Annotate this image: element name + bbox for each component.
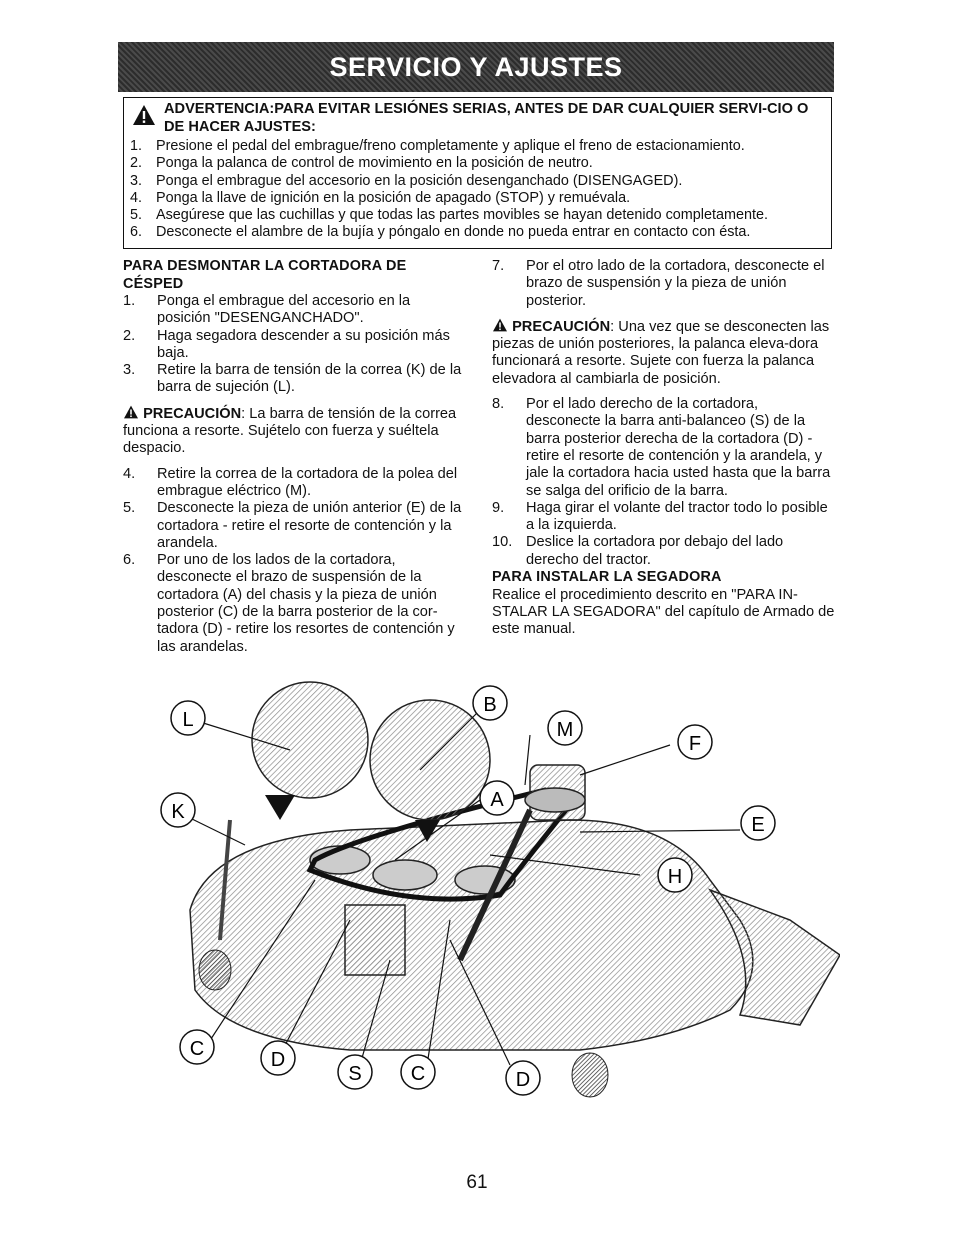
list-item: 5. Asegúrese que las cuchillas y que todas las partes movibles se hayan detenido completamente.	[130, 207, 768, 224]
callout-M	[548, 711, 582, 745]
page-number: 61	[466, 1172, 488, 1193]
warning-triangle-icon	[123, 405, 139, 419]
detail-pointer	[265, 795, 295, 820]
list-item: 4. Ponga la llave de ignición en la posición de apagado (STOP) y remuévala.	[130, 189, 631, 206]
callout-H	[658, 858, 692, 892]
svg-text:D: D	[270, 1049, 286, 1071]
install-text: Realice el procedimiento descrito en "PARA IN-STALAR LA SEGADORA" del capítulo de Armado de este manual.	[492, 586, 835, 638]
list-item: 2. Ponga la palanca de control de movimiento en la posición de neutro.	[130, 155, 593, 172]
deck-wheel	[572, 1053, 608, 1097]
callout-A	[480, 781, 514, 815]
svg-text:C: C	[189, 1038, 205, 1060]
svg-text:F: F	[688, 733, 702, 755]
callout-E	[741, 806, 775, 840]
svg-text:D: D	[515, 1069, 531, 1091]
callout-D	[506, 1061, 540, 1095]
caution-text: : Una vez que se desconecten las piezas de unión posteriores, la palanca eleva-dora funcionará a resorte. Sujete con fuerza la palanca elevadora al cambiarla de posición.	[492, 318, 830, 387]
detail-view-left	[252, 682, 368, 798]
svg-text:E: E	[751, 814, 765, 836]
section-header	[118, 42, 834, 92]
svg-text:C: C	[410, 1063, 426, 1085]
callout-S	[338, 1055, 372, 1089]
warning-triangle-icon	[132, 104, 156, 126]
caution-text: : La barra de tensión de la correa funciona a resorte. Sujételo con fuerza y suéltela despacio.	[123, 405, 457, 457]
list-item: 1. Presione el pedal del embrague/freno completamente y aplique el freno de estacionamiento.	[130, 138, 745, 154]
removal-title: PARA DESMONTAR LA CORTADORA DE CÉSPED	[123, 258, 407, 292]
callout-B	[473, 686, 507, 720]
left-column	[123, 258, 466, 656]
caution-label: PRECAUCIÓN	[143, 405, 242, 422]
list-item: 3. Ponga el embrague del accesorio en la posición desenganchado (DISENGAGED).	[130, 172, 683, 189]
list-item: 2. Haga segadora descender a su posición más baja.	[123, 327, 450, 361]
warning-heading: ADVERTENCIA:PARA EVITAR LESIÓNES SERIAS, ANTES DE DAR CUALQUIER SERVI-CIO O DE HACER AJUSTES:	[164, 101, 809, 135]
list-item: 4. Retire la correa de la cortadora de la polea del embrague eléctrico (M).	[123, 465, 458, 499]
svg-text:M: M	[556, 719, 574, 741]
right-column	[492, 258, 835, 638]
svg-text:B: B	[483, 694, 497, 716]
svg-text:A: A	[490, 789, 504, 811]
list-item: 6. Por uno de los lados de la cortadora, desconecte el brazo de suspensión de la cortadora (A) del chasis y la pieza de unión posterior (C) de la barra posterior de la cor-tadora (D) - retire los resortes de contención y las arandelas.	[123, 552, 455, 655]
svg-text:L: L	[182, 709, 194, 731]
pulley	[373, 860, 437, 890]
warning-list	[130, 138, 830, 242]
caution-label: PRECAUCIÓN	[512, 318, 611, 335]
section-title: SERVICIO Y AJUSTES	[329, 51, 623, 82]
list-item: 8. Por el lado derecho de la cortadora, desconecte la barra anti-balanceo (S) de la barra posterior derecha de la cortadora (D) - retire el resorte de contención y la arandela, y jale la cortadora hacia usted hasta que la barra se salga del orificio de la barra.	[492, 396, 831, 499]
warning-triangle-icon	[492, 318, 508, 332]
caution-note	[123, 405, 466, 458]
callout-C	[180, 1030, 214, 1064]
install-title: PARA INSTALAR LA SEGADORA	[492, 569, 722, 586]
list-item: 5. Desconecte la pieza de unión anterior (E) de la cortadora - retire el resorte de contención y la arandela.	[123, 500, 462, 551]
list-item: 3. Retire la barra de tensión de la correa (K) de la barra de sujeción (L).	[123, 362, 462, 396]
svg-text:K: K	[171, 801, 185, 823]
callout-D	[261, 1041, 295, 1075]
callout-F	[678, 725, 712, 759]
clutch-pulley	[525, 788, 585, 812]
rear-bar	[345, 905, 405, 975]
callout-C	[401, 1055, 435, 1089]
callout-K	[161, 793, 195, 827]
caution-note	[492, 318, 835, 388]
list-item: 9. Haga girar el volante del tractor todo lo posible a la izquierda.	[492, 499, 828, 534]
deck-wheel	[199, 950, 231, 990]
list-item: 10. Deslice la cortadora por debajo del lado derecho del tractor.	[492, 534, 784, 568]
svg-text:S: S	[348, 1063, 362, 1085]
list-item: 1. Ponga el embrague del accesorio en la posición "DESENGANCHADO".	[123, 293, 411, 327]
list-item: 6. Desconecte el alambre de la bujía y póngalo en donde no pueda entrar en contacto con ésta.	[130, 224, 751, 241]
callout-L	[171, 701, 205, 735]
warning-box	[123, 97, 832, 249]
list-item: 7. Por el otro lado de la cortadora, desconecte el brazo de suspensión y la pieza de unión posterior.	[492, 258, 825, 309]
svg-text:H: H	[667, 866, 683, 888]
mower-deck-diagram	[150, 670, 840, 1120]
